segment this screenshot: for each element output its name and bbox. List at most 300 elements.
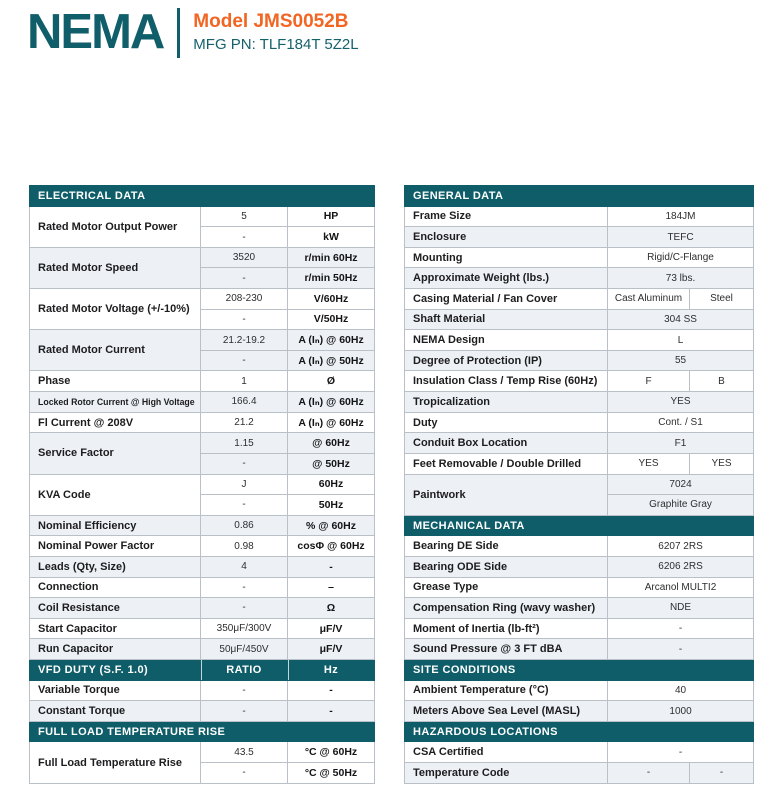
value-cell-text: 21.2-19.2 (222, 334, 266, 346)
unit-cell-text: HP (323, 210, 339, 223)
value-cell-text: YES (670, 396, 691, 408)
label-cell-text: Degree of Protection (IP) (413, 354, 542, 367)
value-cell (201, 680, 288, 701)
label-cell-text: Conduit Box Location (413, 437, 528, 450)
label-cell-text: Nominal Efficiency (38, 519, 137, 532)
value-cell (201, 227, 288, 248)
label-cell-text: Nominal Power Factor (38, 540, 155, 553)
value-cell-text: - (242, 684, 246, 696)
label-cell-text: Coil Resistance (38, 601, 120, 614)
unit-cell-text: – (328, 581, 334, 594)
electrical-data-table (29, 185, 375, 784)
value-cell (201, 309, 288, 330)
section-header-row (30, 186, 375, 207)
value-cell (201, 515, 288, 536)
value-cell-text: - (242, 272, 246, 284)
value-cell (608, 598, 754, 619)
value-cell-text: 1000 (669, 705, 692, 717)
value-cell-text: Cast Aluminum (614, 293, 683, 305)
value-cell (690, 453, 754, 474)
value-cell-text: F (645, 375, 652, 387)
label-cell (405, 474, 608, 515)
value-cell (608, 309, 754, 330)
label-cell-text: Frame Size (413, 210, 472, 223)
table-row (405, 763, 754, 784)
table-row (405, 289, 754, 310)
unit-cell-text: A (Iₙ) @ 60Hz (298, 334, 364, 347)
value-cell-text: 6207 2RS (658, 540, 703, 552)
general-data-table (404, 185, 754, 784)
table-row (405, 701, 754, 722)
unit-cell-text: r/min 60Hz (304, 251, 358, 264)
unit-cell-text: °C @ 50Hz (304, 766, 358, 779)
label-cell (30, 598, 201, 619)
section-header-row (405, 660, 754, 681)
label-cell (405, 536, 608, 557)
label-cell (30, 371, 201, 392)
value-cell-text: - (719, 767, 724, 779)
section-title-text: SITE CONDITIONS (413, 663, 516, 676)
table-row (405, 742, 754, 763)
table-row (30, 392, 375, 413)
section-header-row (405, 515, 754, 536)
value-cell-text: 350μF/300V (216, 623, 272, 635)
table-row (405, 247, 754, 268)
label-cell-text: Compensation Ring (wavy washer) (413, 601, 596, 614)
value-cell (201, 350, 288, 371)
unit-cell (288, 763, 375, 784)
value-cell-text: Rigid/C-Flange (647, 252, 714, 264)
label-cell-text: Rated Motor Voltage (+/-10%) (38, 303, 190, 316)
table-row (30, 742, 375, 763)
table-row (405, 412, 754, 433)
label-cell-text: Run Capacitor (38, 643, 114, 656)
label-cell-text: Mounting (413, 251, 463, 264)
table-row (30, 330, 375, 351)
value-cell-text: - (646, 767, 651, 779)
section-title (405, 660, 754, 681)
label-cell-text: Bearing ODE Side (413, 560, 508, 573)
value-cell-text: 40 (674, 684, 687, 696)
label-cell (405, 680, 608, 701)
value-cell (201, 433, 288, 454)
label-cell (30, 639, 201, 660)
value-cell (201, 247, 288, 268)
value-cell (201, 371, 288, 392)
unit-cell-text: kW (323, 231, 339, 244)
value-cell (608, 453, 690, 474)
unit-cell (288, 474, 375, 495)
unit-cell-text: μF/V (319, 622, 343, 635)
value-cell-text: 73 lbs. (665, 272, 696, 284)
unit-cell (288, 350, 375, 371)
value-cell (608, 618, 754, 639)
value-cell-text: 5 (241, 210, 247, 222)
table-row (30, 577, 375, 598)
table-row (30, 515, 375, 536)
label-cell (405, 701, 608, 722)
label-cell-text: Phase (38, 375, 71, 388)
value-cell (608, 289, 690, 310)
table-row (30, 371, 375, 392)
label-cell-text: Grease Type (413, 581, 479, 594)
label-cell-text: Meters Above Sea Level (MASL) (413, 705, 581, 718)
label-cell (30, 433, 201, 474)
label-cell (30, 330, 201, 371)
value-cell-text: 6206 2RS (658, 561, 703, 573)
unit-cell (288, 330, 375, 351)
label-cell-text: Paintwork (413, 488, 466, 501)
value-cell (690, 371, 754, 392)
label-cell (405, 618, 608, 639)
unit-cell-text: °C @ 60Hz (304, 746, 358, 759)
unit-cell-text: V/60Hz (313, 292, 349, 305)
value-cell-text: 166.4 (231, 396, 257, 408)
value-cell (201, 577, 288, 598)
section-title (405, 721, 754, 742)
value-cell-text: - (242, 499, 246, 511)
table-row (405, 453, 754, 474)
table-row (405, 433, 754, 454)
label-cell-text: Connection (38, 581, 99, 594)
table-row (405, 577, 754, 598)
label-cell (405, 227, 608, 248)
value-cell-text: 0.86 (234, 520, 254, 532)
value-cell (608, 556, 754, 577)
label-cell (405, 289, 608, 310)
unit-cell (288, 701, 375, 722)
value-cell-text: YES (711, 458, 732, 470)
unit-cell (288, 392, 375, 413)
label-cell (405, 392, 608, 413)
table-row (405, 392, 754, 413)
value-cell-text: - (242, 458, 246, 470)
section-title-text: GENERAL DATA (413, 189, 504, 202)
value-cell-text: TEFC (667, 231, 694, 243)
value-cell (608, 206, 754, 227)
unit-cell-text: - (329, 705, 333, 718)
value-cell-text: - (242, 602, 246, 614)
label-cell-text: Temperature Code (413, 766, 510, 779)
value-cell (201, 392, 288, 413)
label-cell (405, 598, 608, 619)
unit-cell-text: r/min 50Hz (304, 272, 358, 285)
label-cell-text: CSA Certified (413, 746, 484, 759)
label-cell-text: Locked Rotor Current @ High Voltage (38, 396, 195, 407)
label-cell (405, 577, 608, 598)
value-cell-text: YES (638, 458, 659, 470)
value-cell (608, 412, 754, 433)
unit-cell-text: - (329, 684, 333, 697)
unit-cell-text: Ω (326, 601, 336, 614)
table-row (405, 536, 754, 557)
value-cell-text: 55 (674, 355, 687, 367)
value-cell-text: L (677, 334, 684, 346)
value-cell (608, 577, 754, 598)
section-title (405, 186, 754, 207)
label-cell (405, 639, 608, 660)
table-row (30, 598, 375, 619)
value-cell-text: - (242, 313, 246, 325)
value-cell (608, 742, 754, 763)
value-cell-text: - (242, 767, 246, 779)
section-title-text: ELECTRICAL DATA (38, 189, 146, 202)
table-row (405, 598, 754, 619)
value-cell-text: - (678, 623, 683, 635)
value-cell-text: - (242, 705, 246, 717)
section-col-header (288, 660, 375, 681)
value-cell-text: Graphite Gray (649, 499, 712, 511)
value-cell (201, 763, 288, 784)
table-row (405, 680, 754, 701)
value-cell (608, 433, 754, 454)
label-cell (30, 412, 201, 433)
value-cell-text: - (242, 581, 246, 593)
table-row (405, 206, 754, 227)
section-header-row (405, 186, 754, 207)
value-cell-text: Cont. / S1 (658, 417, 703, 428)
label-cell-text: Enclosure (413, 231, 467, 244)
value-cell (201, 598, 288, 619)
value-cell (608, 701, 754, 722)
label-cell (30, 742, 201, 783)
label-cell (405, 412, 608, 433)
value-cell-text: - (678, 746, 683, 758)
label-cell-text: Full Load Temperature Rise (38, 756, 183, 769)
table-row (405, 556, 754, 577)
label-cell-text: Insulation Class / Temp Rise (60Hz) (413, 375, 598, 388)
value-cell (201, 536, 288, 557)
section-title (30, 660, 201, 681)
value-cell-text: 43.5 (234, 746, 254, 758)
value-cell (201, 495, 288, 516)
value-cell (201, 412, 288, 433)
unit-cell (288, 639, 375, 660)
label-cell (405, 433, 608, 454)
label-cell (405, 309, 608, 330)
value-cell (201, 268, 288, 289)
table-row (30, 618, 375, 639)
section-col-header (201, 660, 288, 681)
value-cell-text: 4 (241, 561, 247, 573)
value-cell (608, 371, 690, 392)
value-cell (201, 639, 288, 660)
label-cell-text: Tropicalization (413, 395, 491, 408)
value-cell-text: 0.98 (234, 540, 254, 552)
label-cell (30, 206, 201, 247)
unit-cell (288, 289, 375, 310)
table-row (405, 618, 754, 639)
label-cell-text: Ambient Temperature (°C) (413, 684, 549, 697)
value-cell (690, 763, 754, 784)
table-row (405, 309, 754, 330)
label-cell-text: NEMA Design (413, 334, 485, 347)
general-data-panel (404, 185, 754, 784)
value-cell (608, 392, 754, 413)
label-cell-text: Service Factor (38, 447, 114, 460)
label-cell (405, 330, 608, 351)
label-cell (405, 206, 608, 227)
label-cell (30, 515, 201, 536)
value-cell (608, 474, 754, 495)
nema-logo: NEMA (27, 5, 164, 59)
table-row (30, 680, 375, 701)
unit-cell-text: - (329, 560, 333, 573)
value-cell-text: 7024 (669, 478, 692, 490)
section-title-text: HAZARDOUS LOCATIONS (413, 725, 558, 738)
label-cell-text: Rated Motor Speed (38, 261, 139, 274)
unit-cell (288, 433, 375, 454)
table-row (30, 639, 375, 660)
value-cell-text: 21.2 (234, 417, 254, 428)
value-cell (608, 350, 754, 371)
label-cell-text: Bearing DE Side (413, 540, 499, 553)
unit-cell-text: A (Iₙ) @ 60Hz (298, 416, 364, 429)
brand-divider (177, 8, 180, 58)
value-cell (608, 330, 754, 351)
label-cell (405, 556, 608, 577)
unit-cell-text: @ 50Hz (312, 457, 350, 470)
unit-cell (288, 206, 375, 227)
label-cell (30, 536, 201, 557)
unit-cell (288, 742, 375, 763)
table-row (30, 412, 375, 433)
unit-cell-text: Ø (326, 375, 336, 388)
label-cell (405, 350, 608, 371)
label-cell-text: Fl Current @ 208V (38, 416, 134, 429)
unit-cell-text: 60Hz (318, 478, 344, 491)
section-header-row (30, 660, 375, 681)
unit-cell (288, 309, 375, 330)
value-cell (608, 639, 754, 660)
label-cell (30, 680, 201, 701)
value-cell-text: 304 SS (664, 313, 697, 325)
value-cell-text: Arcanol MULTI2 (644, 581, 717, 593)
value-cell-text: 184JM (665, 210, 696, 222)
value-cell-text: - (242, 231, 246, 243)
value-cell (608, 763, 690, 784)
label-cell-text: KVA Code (38, 488, 91, 501)
value-cell (201, 556, 288, 577)
label-cell (30, 289, 201, 330)
label-cell (405, 763, 608, 784)
unit-cell (288, 536, 375, 557)
unit-cell-text: cosΦ @ 60Hz (297, 540, 365, 553)
label-cell-text: Feet Removable / Double Drilled (413, 457, 582, 470)
table-row (405, 474, 754, 495)
value-cell (608, 247, 754, 268)
table-row (405, 350, 754, 371)
label-cell (30, 392, 201, 413)
electrical-data-panel (29, 185, 375, 784)
label-cell (405, 453, 608, 474)
table-row (30, 474, 375, 495)
label-cell-text: Duty (413, 416, 438, 429)
section-col-header-text: Hz (323, 663, 339, 676)
label-cell (405, 742, 608, 763)
brand-header (27, 6, 359, 58)
label-cell-text: Approximate Weight (lbs.) (413, 272, 550, 285)
section-title-text: FULL LOAD TEMPERATURE RISE (38, 725, 226, 738)
value-cell (690, 289, 754, 310)
table-row (405, 371, 754, 392)
value-cell-text: 1 (241, 375, 247, 387)
label-cell (405, 371, 608, 392)
value-cell-text: 3520 (232, 252, 256, 264)
value-cell (608, 227, 754, 248)
brand-text (193, 6, 358, 55)
label-cell-text: Leads (Qty, Size) (38, 560, 126, 573)
unit-cell (288, 371, 375, 392)
value-cell (608, 536, 754, 557)
value-cell-text: B (718, 375, 725, 387)
unit-cell (288, 598, 375, 619)
table-row (405, 227, 754, 248)
table-row (30, 701, 375, 722)
unit-cell (288, 680, 375, 701)
label-cell (30, 247, 201, 288)
label-cell-text: Casing Material / Fan Cover (413, 292, 558, 305)
value-cell-text: Steel (710, 293, 733, 305)
value-cell (201, 289, 288, 310)
value-cell (608, 268, 754, 289)
unit-cell (288, 515, 375, 536)
unit-cell-text: μF/V (319, 643, 343, 656)
unit-cell (288, 618, 375, 639)
value-cell (201, 453, 288, 474)
unit-cell (288, 495, 375, 516)
label-cell (30, 556, 201, 577)
unit-cell-text: @ 60Hz (312, 437, 350, 450)
unit-cell (288, 268, 375, 289)
label-cell-text: Rated Motor Output Power (38, 220, 178, 233)
unit-cell-text: A (Iₙ) @ 60Hz (298, 395, 364, 408)
value-cell (201, 330, 288, 351)
table-row (30, 206, 375, 227)
unit-cell (288, 247, 375, 268)
section-header-row (405, 721, 754, 742)
section-col-header-text: RATIO (226, 663, 262, 676)
table-row (30, 556, 375, 577)
table-row (30, 433, 375, 454)
unit-cell (288, 556, 375, 577)
value-cell (201, 474, 288, 495)
unit-cell (288, 412, 375, 433)
value-cell-text: 50μF/450V (219, 643, 269, 655)
unit-cell (288, 577, 375, 598)
label-cell (405, 268, 608, 289)
value-cell (201, 206, 288, 227)
unit-cell-text: 50Hz (318, 498, 344, 511)
table-row (405, 639, 754, 660)
value-cell (201, 618, 288, 639)
section-title (405, 515, 754, 536)
value-cell-text: - (242, 355, 246, 367)
label-cell-text: Rated Motor Current (38, 344, 145, 357)
table-row (30, 247, 375, 268)
value-cell-text: J (241, 478, 247, 490)
label-cell-text: Constant Torque (38, 705, 126, 718)
unit-cell-text: A (Iₙ) @ 50Hz (298, 354, 364, 367)
label-cell (30, 577, 201, 598)
unit-cell-text: % @ 60Hz (306, 519, 356, 532)
section-title-text: VFD DUTY (S.F. 1.0) (38, 663, 149, 676)
value-cell (608, 680, 754, 701)
value-cell-text: 208-230 (225, 293, 263, 305)
label-cell-text: Sound Pressure @ 3 FT dBA (413, 643, 563, 656)
label-cell (30, 474, 201, 515)
unit-cell (288, 453, 375, 474)
